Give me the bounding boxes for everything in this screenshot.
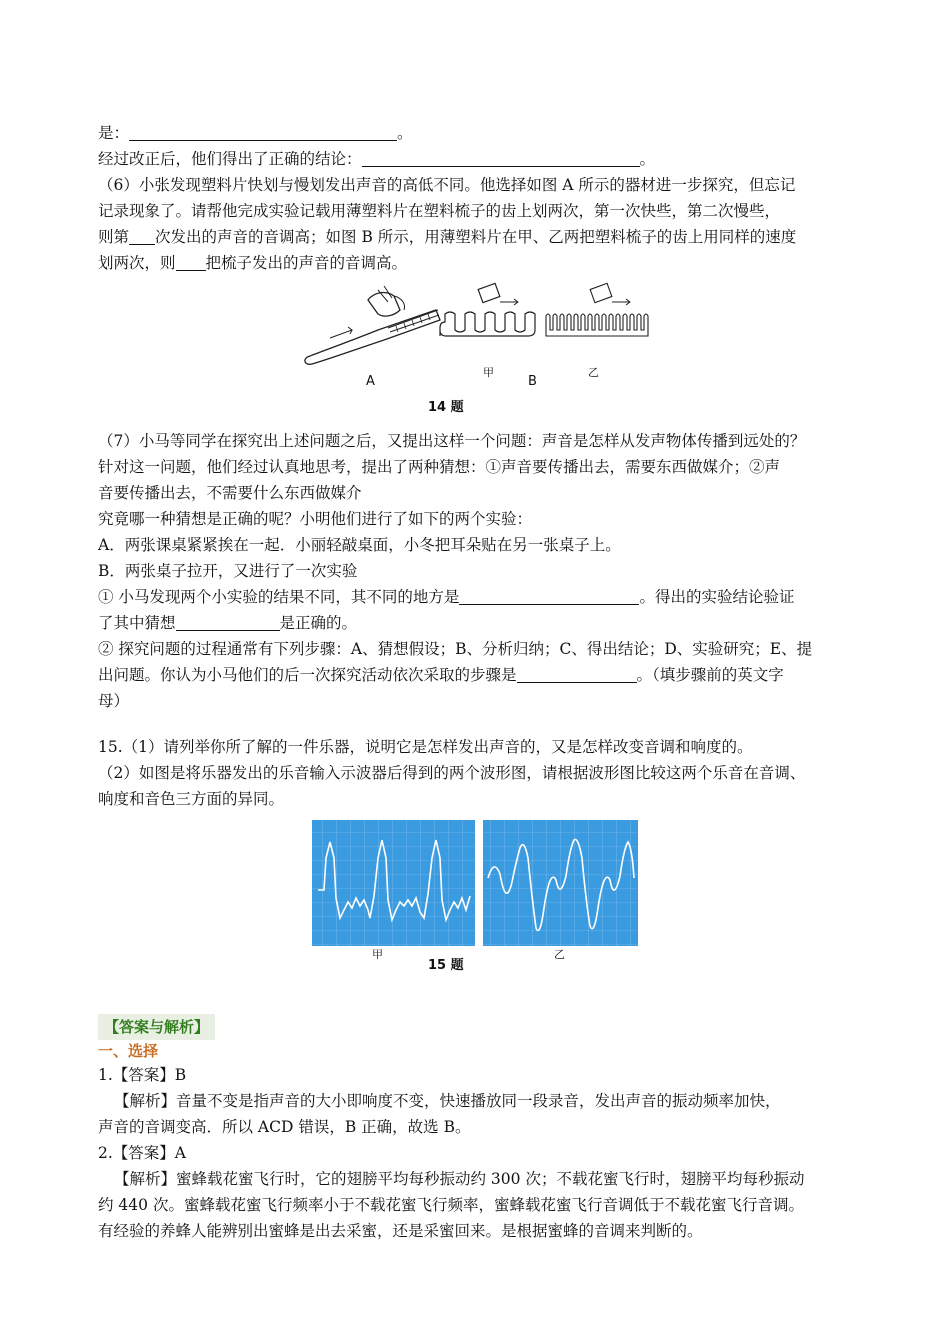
text: 则第 — [98, 228, 130, 246]
text: ① 小马发现两个小实验的结果不同，其不同的地方是 — [98, 588, 460, 606]
answer-blank[interactable] — [129, 226, 155, 245]
answer-1-label: 1.【答案】B — [98, 1066, 187, 1084]
text: 经过改正后，他们得出了正确的结论： — [98, 150, 362, 168]
answer-1-explanation-2: 声音的音调变高．所以 ACD 错误，B 正确，故选 B。 — [98, 1118, 471, 1136]
q14-p7-line-8 — [98, 610, 868, 636]
figure-label-jia: 甲 — [372, 948, 383, 961]
figure-label-yi: 乙 — [588, 366, 599, 379]
answer-blank[interactable] — [517, 664, 637, 683]
answer-1-explanation-1: 【解析】音量不变是指声音的大小即响度不变，快速播放同一段录音，发出声音的振动频率加快， — [114, 1092, 781, 1110]
q14-line-2 — [98, 146, 868, 172]
figure-14 — [98, 282, 868, 416]
text: 出问题。你认为小马他们的后一次探究活动依次采取的步骤是 — [98, 666, 517, 684]
text: 是正确的。 — [279, 614, 358, 632]
q14-p7-line-5: A．两张课桌紧紧挨在一起．小丽轻敲桌面，小冬把耳朵贴在另一张桌子上。 — [98, 536, 621, 554]
text: 了其中猜想 — [98, 614, 176, 632]
figure-label-jia: 甲 — [483, 366, 494, 379]
q14-p6-line-2: 记录现象了。请帮他完成实验记载用薄塑料片在塑料梳子的齿上划两次，第一次快些，第二次慢些， — [98, 202, 781, 220]
answers-header-line — [98, 1014, 868, 1040]
oscilloscope-jia — [312, 820, 475, 946]
q14-p7-line-3: 音要传播出去，不需要什么东西做媒介 — [98, 484, 362, 502]
q14-p7-line-7 — [98, 584, 868, 610]
answer-blank[interactable] — [362, 148, 640, 167]
figure-label-a: A — [366, 374, 375, 389]
q14-p7-line-10 — [98, 662, 868, 688]
text: 。（填步骤前的英文字 — [636, 666, 784, 684]
q14-p7-line-4: 究竟哪一种猜想是正确的呢？小明他们进行了如下的两个实验： — [98, 510, 533, 528]
text: 。 — [639, 150, 656, 168]
section-title: 一、选择 — [98, 1042, 159, 1060]
answer-2-explanation-1: 【解析】蜜蜂载花蜜飞行时，它的翅膀平均每秒振动约 300 次；不载花蜜飞行时，翅膀平均每秒振动 — [114, 1170, 805, 1188]
text: 把梳子发出的声音的音调高。 — [205, 254, 408, 272]
q14-p7-line-11: 母） — [98, 692, 130, 710]
answer-2-explanation-2: 约 440 次。蜜蜂载花蜜飞行频率小于不载花蜜飞行频率，蜜蜂载花蜜飞行音调低于不载花蜜飞行音调。 — [98, 1196, 804, 1214]
oscilloscope-yi — [483, 820, 638, 946]
q15-line-2: （2）如图是将乐器发出的乐音输入示波器后得到的两个波形图，请根据波形图比较这两个乐音在音调、 — [98, 764, 806, 782]
q15-line-1: 15.（1）请列举你所了解的一件乐器，说明它是怎样发出声音的，又是怎样改变音调和响度的。 — [98, 738, 753, 756]
text: 次发出的声音的音调高；如图 B 所示，用薄塑料片在甲、乙两把塑料梳子的齿上用同样的速度 — [155, 228, 797, 246]
q14-p6-line-3 — [98, 224, 868, 250]
comb-with-hand-illustration — [305, 286, 440, 364]
q14-p7-line-6: B．两张桌子拉开，又进行了一次实验 — [98, 562, 358, 580]
q14-p7-line-2: 针对这一问题，他们经过认真地思考，提出了两种猜想：①声音要传播出去，需要东西做媒介；②声 — [98, 458, 781, 476]
q14-p7-line-9: ② 探究问题的过程通常有下列步骤：A、猜想假设；B、分析归纳；C、得出结论；D、实验研究；E、提 — [98, 640, 813, 658]
text: 是： — [98, 124, 130, 142]
answer-blank[interactable] — [176, 612, 280, 631]
q14-p6-line-4 — [98, 250, 868, 276]
document-page — [98, 120, 868, 1244]
answer-blank[interactable] — [176, 252, 206, 271]
answer-2-explanation-3: 有经验的养蜂人能辨别出蜜蜂是出去采蜜，还是采蜜回来。是根据蜜蜂的音调来判断的。 — [98, 1222, 703, 1240]
text: 划两次，则 — [98, 254, 176, 272]
figure-15 — [98, 818, 868, 980]
answer-blank[interactable] — [459, 586, 639, 605]
figure-caption: 14 题 — [428, 400, 464, 415]
answers-header: 【答案与解析】 — [98, 1014, 215, 1040]
q15-line-3: 响度和音色三方面的异同。 — [98, 790, 285, 808]
answer-blank[interactable] — [129, 122, 397, 141]
comb-yi-illustration — [546, 283, 648, 336]
q14-p7-line-1: （7）小马等同学在探究出上述问题之后，又提出这样一个问题：声音是怎样从发声物体传播到远处的？ — [98, 432, 806, 450]
text: 。 — [397, 124, 413, 142]
waveform-figure — [98, 818, 868, 958]
figure-label-b: B — [528, 374, 537, 389]
q14-line-1 — [98, 120, 868, 146]
figure-caption: 15 题 — [428, 958, 464, 973]
text: 。得出的实验结论验证 — [639, 588, 795, 606]
answer-2-label: 2.【答案】A — [98, 1144, 186, 1162]
q14-p6-line-1: （6）小张发现塑料片快划与慢划发出声音的高低不同。他选择如图 A 所示的器材进一步探究，但忘记 — [98, 176, 796, 194]
figure-label-yi: 乙 — [554, 948, 565, 961]
comb-jia-illustration — [440, 283, 535, 336]
